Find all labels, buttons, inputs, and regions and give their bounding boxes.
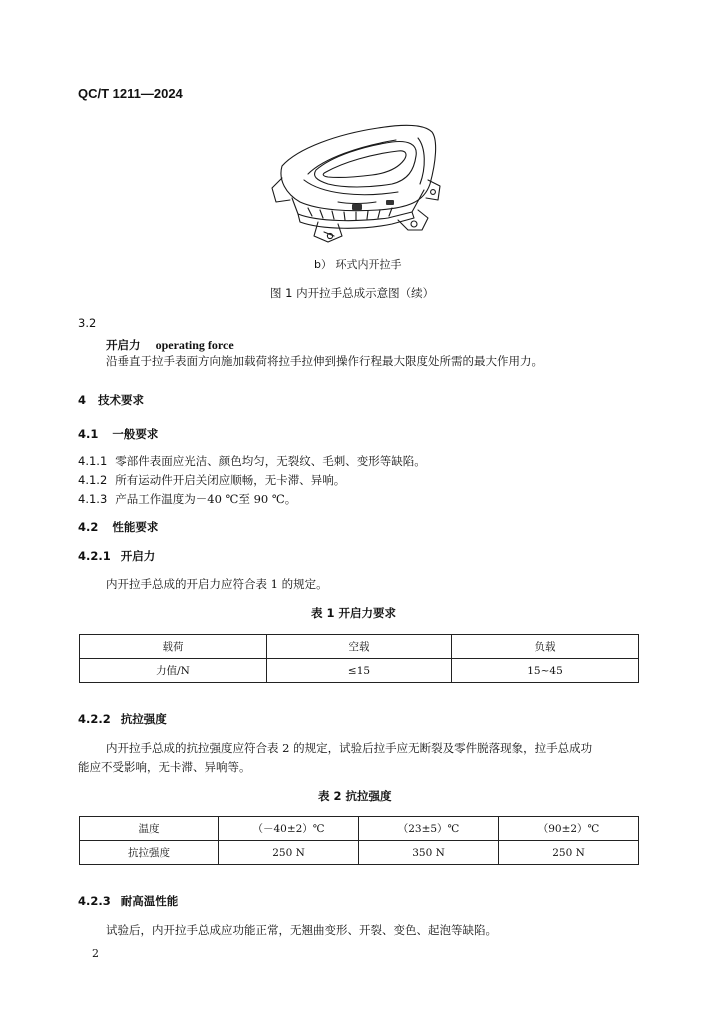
clause-4-1-3 [78,491,296,507]
section-4-2-heading [78,519,158,535]
table-header-cell: （－40±2）℃ [219,817,359,841]
table-row [80,817,639,841]
table-header-cell: 温度 [80,817,219,841]
table-row [80,659,639,683]
section-4-2-1-heading [78,548,155,564]
section-4-2-2-heading [78,711,167,727]
table-1-caption: 表 1 开启力要求 [311,606,397,620]
table-cell: 抗拉强度 [80,841,219,865]
clause-4-2-2-text-line-1: 内开拉手总成的抗拉强度应符合表 2 的规定，试验后拉手应无断裂及零件脱落现象，拉手总成功 [106,741,593,755]
section-4-2-3-heading [78,893,178,909]
term-name-en: operating force [155,338,234,352]
clause-4-2-2-text-line-2: 能应不受影响，无卡滞、异响等。 [78,760,251,774]
section-title: 耐高温性能 [120,894,179,908]
clause-text: 零部件表面应光洁、颜色均匀，无裂纹、毛刺、变形等缺陷。 [115,454,426,468]
section-title: 一般要求 [112,427,159,441]
clause-text: 产品工作温度为－40 ℃至 90 ℃。 [115,492,297,506]
section-4-1-heading [78,426,158,442]
table-cell: 350 N [359,841,499,865]
figure-caption: 图 1 内开拉手总成示意图（续） [270,286,435,300]
table-cell: 250 N [219,841,359,865]
clause-4-1-1 [78,453,426,469]
clause-number: 4.1.3 [78,492,108,506]
table-header-cell: 空载 [267,635,452,659]
table-row [80,635,639,659]
document-code: QC/T 1211—2024 [78,86,183,101]
section-title: 开启力 [120,549,156,563]
table-cell: 15~45 [452,659,639,683]
figure-subcaption: b） 环式内开拉手 [314,258,402,271]
table-2-caption: 表 2 抗拉强度 [318,789,392,803]
inner-door-handle-illustration [268,118,444,250]
clause-number: 4.1.1 [78,454,108,468]
table-header-cell: （23±5）℃ [359,817,499,841]
clause-4-1-2 [78,472,345,488]
table-header-cell: （90±2）℃ [499,817,639,841]
term-number: 3.2 [78,316,97,330]
section-4-heading [78,392,144,408]
table-1 [79,634,639,683]
section-number: 4.2.2 [78,712,111,726]
section-title: 抗拉强度 [120,712,167,726]
table-row [80,841,639,865]
table-header-cell: 负载 [452,635,639,659]
clause-4-2-1-text: 内开拉手总成的开启力应符合表 1 的规定。 [106,577,328,591]
section-title: 性能要求 [112,520,159,534]
table-header-cell: 载荷 [80,635,267,659]
table-cell: ≤15 [267,659,452,683]
section-number: 4 [78,393,87,407]
page-number: 2 [92,947,99,960]
clause-number: 4.1.2 [78,473,108,487]
clause-text: 所有运动件开启关闭应顺畅，无卡滞、异响。 [115,473,346,487]
section-number: 4.2.1 [78,549,111,563]
section-number: 4.2.3 [78,894,111,908]
section-title: 技术要求 [98,393,145,407]
table-cell: 250 N [499,841,639,865]
term-definition: 沿垂直于拉手表面方向施加载荷将拉手拉伸到操作行程最大限度处所需的最大作用力。 [106,354,543,368]
term-name-zh: 开启力 [106,338,141,352]
table-2 [79,816,639,865]
section-number: 4.2 [78,520,99,534]
term-heading [106,334,234,353]
table-cell: 力值/N [80,659,267,683]
section-number: 4.1 [78,427,99,441]
clause-4-2-3-text: 试验后，内开拉手总成应功能正常，无翘曲变形、开裂、变色、起泡等缺陷。 [106,923,497,937]
